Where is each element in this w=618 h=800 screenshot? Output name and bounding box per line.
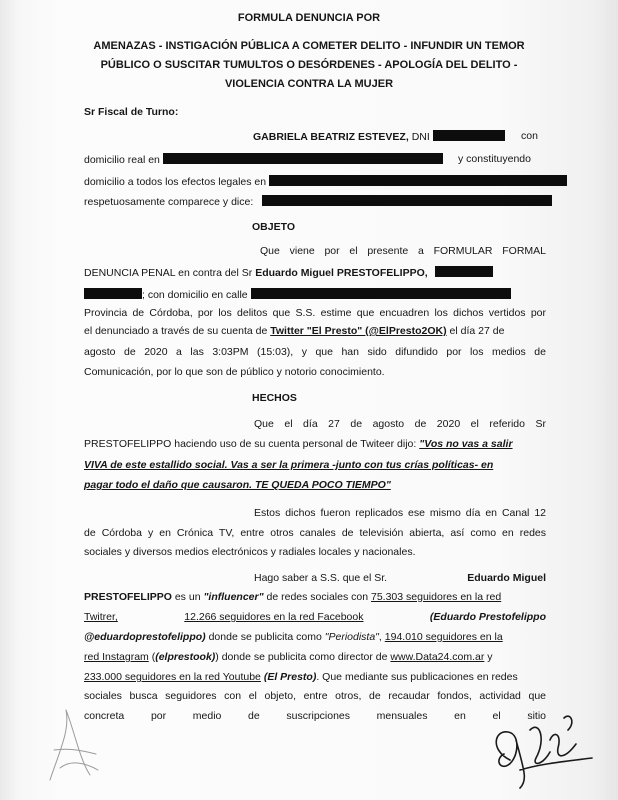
hechos-line-1: Que el día 27 de agosto de 2020 el referido Sr: [254, 418, 546, 430]
charges-line-1: AMENAZAS - INSTIGACIÓN PÚBLICA A COMETER DELITO - INFUNDIR UN TEMOR: [93, 40, 525, 52]
intro-line-1: [253, 130, 505, 144]
hechos-text: Hago saber a S.S. que el Sr.: [254, 572, 388, 584]
charges-line-2: PÚBLICO O SUSCITAR TUMULTOS O DESÓRDENES - APOLOGÍA DEL DELITO -: [100, 59, 518, 71]
dni-label: DNI: [411, 131, 430, 143]
objeto-line-3: [84, 288, 511, 302]
facebook-account: (Eduardo Prestofelippo: [429, 611, 546, 623]
objeto-text: el día 27 de: [449, 325, 505, 337]
youtube-channel: (El Presto): [263, 671, 317, 683]
redaction-block: [262, 195, 552, 206]
hechos-text: es un: [174, 591, 201, 603]
intro-line-2: [84, 153, 443, 167]
intro-line-3: [84, 175, 567, 189]
intro-con: con: [521, 130, 538, 142]
objeto-text: DENUNCIA PENAL en contra del Sr: [84, 267, 253, 279]
periodista-term: "Periodista": [324, 631, 379, 643]
hechos-p2-line-2: de Córdoba y en Crónica TV, entre otros canales de televisión abierta, así como en redes: [84, 527, 546, 539]
hechos-text: y: [487, 651, 493, 663]
accused-surname: PRESTOFELIPPO: [84, 591, 172, 603]
accused-name: Eduardo Miguel PRESTOFELIPPO,: [255, 267, 428, 279]
document-title: FORMULA DENUNCIA POR: [237, 12, 381, 24]
redaction-block: [435, 266, 493, 277]
instagram-label: red Instagram: [84, 651, 149, 663]
hechos-text: . Que mediante sus publicaciones en redes: [316, 671, 518, 683]
domicilio-legal-label: domicilio a todos los efectos legales en: [84, 176, 267, 188]
objeto-line-7: Comunicación, por lo que son de público y notorio conocimiento.: [84, 366, 385, 378]
redaction-block: [251, 288, 511, 299]
hechos-text: de redes sociales con: [266, 591, 369, 603]
objeto-heading: OBJETO: [252, 221, 295, 233]
hechos-p3-line-6: [84, 671, 518, 684]
objeto-text: el denunciado a través de su cuenta de: [84, 325, 268, 337]
redaction-block: [269, 175, 567, 186]
twitter-followers: 75.303 seguidores en la red: [371, 591, 502, 603]
intro-closing: respetuosamente comparece y dice:: [84, 196, 254, 208]
hechos-p2-line-3: sociales y diversos medios electrónicos y radiales locales y nacionales.: [84, 546, 416, 558]
addressee: Sr Fiscal de Turno:: [84, 106, 179, 118]
youtube-followers: 233.000 seguidores en la red Youtube: [84, 671, 261, 683]
objeto-line-5: [84, 325, 504, 338]
hechos-p3-line-3: [84, 611, 546, 624]
hechos-p3-line-8: concreta por medio de suscripciones mensuales en el sitio: [84, 710, 546, 722]
objeto-line-6: agosto de 2020 a las 3:03PM (15:03), y que han sido difundido por los medios de: [84, 346, 546, 358]
objeto-line-4: Provincia de Córdoba, por los delitos que S.S. estime que encuadren los dichos vertidos por: [84, 307, 546, 319]
objeto-text: ; con domicilio en calle: [142, 289, 248, 301]
objeto-line-2: [84, 266, 493, 280]
twitter-account: Twitter "El Presto" (@ElPresto2OK): [270, 325, 447, 337]
hechos-p3-line-2: [84, 591, 501, 604]
charges-line-3: VIOLENCIA CONTRA LA MUJER: [224, 78, 394, 90]
instagram-followers: 194.010 seguidores en la: [384, 631, 503, 643]
influencer-term: "influencer": [203, 591, 264, 603]
initials-mark: [40, 690, 110, 790]
redaction-block: [433, 130, 505, 141]
redaction-block: [163, 153, 443, 164]
intro-constituyendo: y constituyendo: [458, 153, 531, 165]
redaction-block: [84, 288, 142, 299]
accused-name: Eduardo Miguel: [467, 572, 546, 584]
signature-image: [480, 700, 600, 795]
threat-quote-line-3: pagar todo el daño que causaron. TE QUEDA POCO TIEMPO": [84, 479, 391, 491]
facebook-handle: @eduardoprestofelippo): [84, 631, 206, 643]
instagram-handle: (elprestook): [155, 651, 216, 663]
intro-line-4: [84, 195, 552, 209]
objeto-line-1: Que viene por el presente a FORMULAR FORMAL: [260, 245, 546, 257]
hechos-p3-line-7: sociales busca seguidores con el objeto, entre otros, de recaudar fondos, actividad que: [84, 690, 546, 702]
hechos-heading: HECHOS: [252, 392, 297, 404]
hechos-p2-line-1: Estos dichos fueron replicados ese mismo día en Canal 12: [254, 507, 546, 519]
hechos-text: PRESTOFELIPPO haciendo uso de su cuenta personal de Twiteer dijo:: [84, 438, 417, 450]
hechos-text: donde se publicita como: [208, 631, 322, 643]
hechos-p3-line-4: @eduardoprestofelippo) donde se publicita como "Periodista", 194.010 seguidores en la: [84, 631, 503, 643]
threat-quote-line-2: VIVA de este estallido social. Vas a ser la primera -junto con tus crías políticas- en: [84, 459, 494, 471]
hechos-p3-line-1: [254, 572, 546, 585]
hechos-text: donde se publicita como director de: [221, 651, 388, 663]
twitter-label: Twitrer,: [84, 611, 118, 623]
facebook-followers: 12.266 seguidores en la red Facebook: [184, 611, 364, 623]
hechos-line-2: [84, 438, 513, 451]
hechos-p3-line-5: red Instagram ((elprestook)) donde se publicita como director de www.Data24.com.ar y: [84, 651, 493, 663]
website-link: www.Data24.com.ar: [390, 651, 485, 663]
complainant-name: GABRIELA BEATRIZ ESTEVEZ,: [253, 131, 409, 143]
threat-quote: "Vos no vas a salir: [419, 438, 513, 450]
domicilio-label: domicilio real en: [84, 154, 160, 166]
